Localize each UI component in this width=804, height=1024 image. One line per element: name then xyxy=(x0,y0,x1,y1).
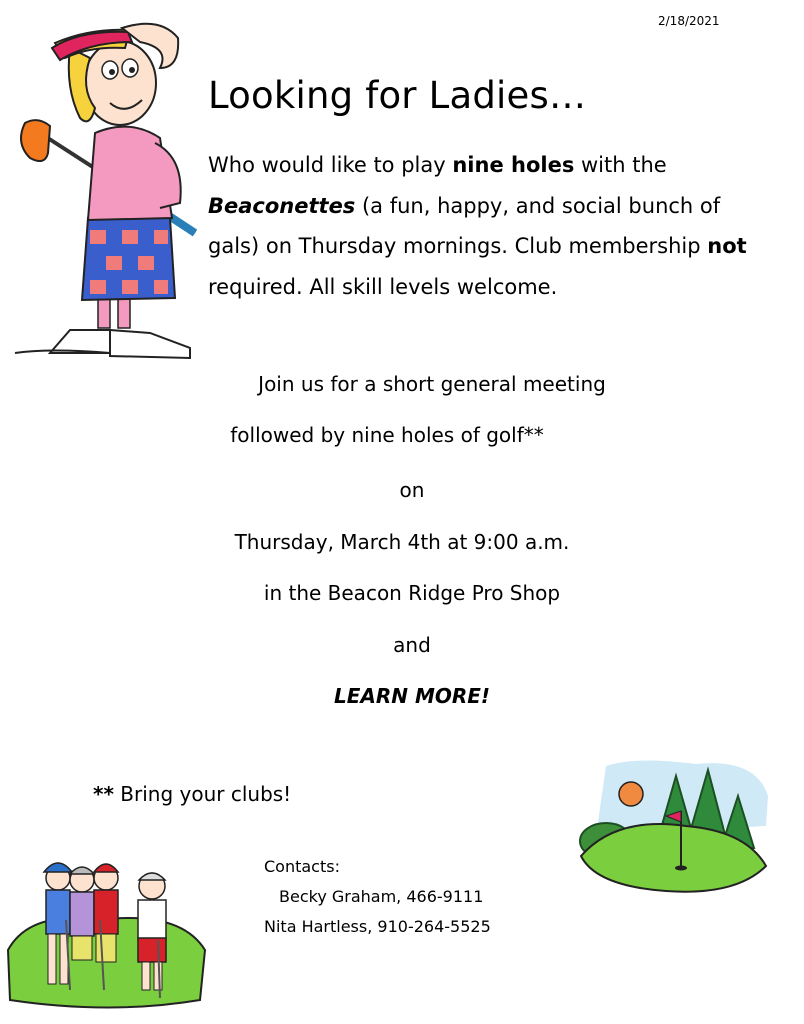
flyer-date: 2/18/2021 xyxy=(658,14,720,28)
contacts-heading: Contacts: xyxy=(264,857,340,876)
bring-text: Bring your clubs! xyxy=(113,782,292,806)
intro-text-4: required. All skill levels welcome. xyxy=(208,274,558,299)
details-line-golf: followed by nine holes of golf** xyxy=(230,423,544,447)
intro-paragraph xyxy=(208,145,753,307)
intro-text-3: (a fun, happy, and social bunch of gals) on Thursday mornings. Club membership xyxy=(208,193,721,258)
flyer-title: Looking for Ladies… xyxy=(208,74,587,117)
contact-nita: Nita Hartless, 910-264-5525 xyxy=(264,917,491,936)
contacts-block xyxy=(264,852,491,942)
intro-club-name: Beaconettes xyxy=(208,193,356,218)
intro-text-1: Who would like to play xyxy=(208,153,453,177)
intro-bold-not: not xyxy=(707,234,747,258)
details-line-meeting: Join us for a short general meeting xyxy=(258,372,606,396)
bring-clubs-note xyxy=(93,782,291,806)
golf-course-clipart xyxy=(576,756,772,896)
contact-becky: Becky Graham, 466-9111 xyxy=(279,887,484,906)
intro-text-2: with the xyxy=(574,153,667,177)
intro-bold-nine-holes: nine holes xyxy=(452,153,575,177)
details-line-on: on xyxy=(399,478,425,502)
details-line-learn-more: LEARN MORE! xyxy=(333,684,491,708)
lady-golfers-group-clipart xyxy=(0,850,210,1010)
details-line-datetime: Thursday, March 4th at 9:00 a.m. xyxy=(234,530,570,554)
bring-stars: ** xyxy=(93,782,114,806)
lady-golfer-clipart xyxy=(10,8,200,368)
details-line-and: and xyxy=(393,633,431,657)
details-line-location: in the Beacon Ridge Pro Shop xyxy=(263,581,561,605)
